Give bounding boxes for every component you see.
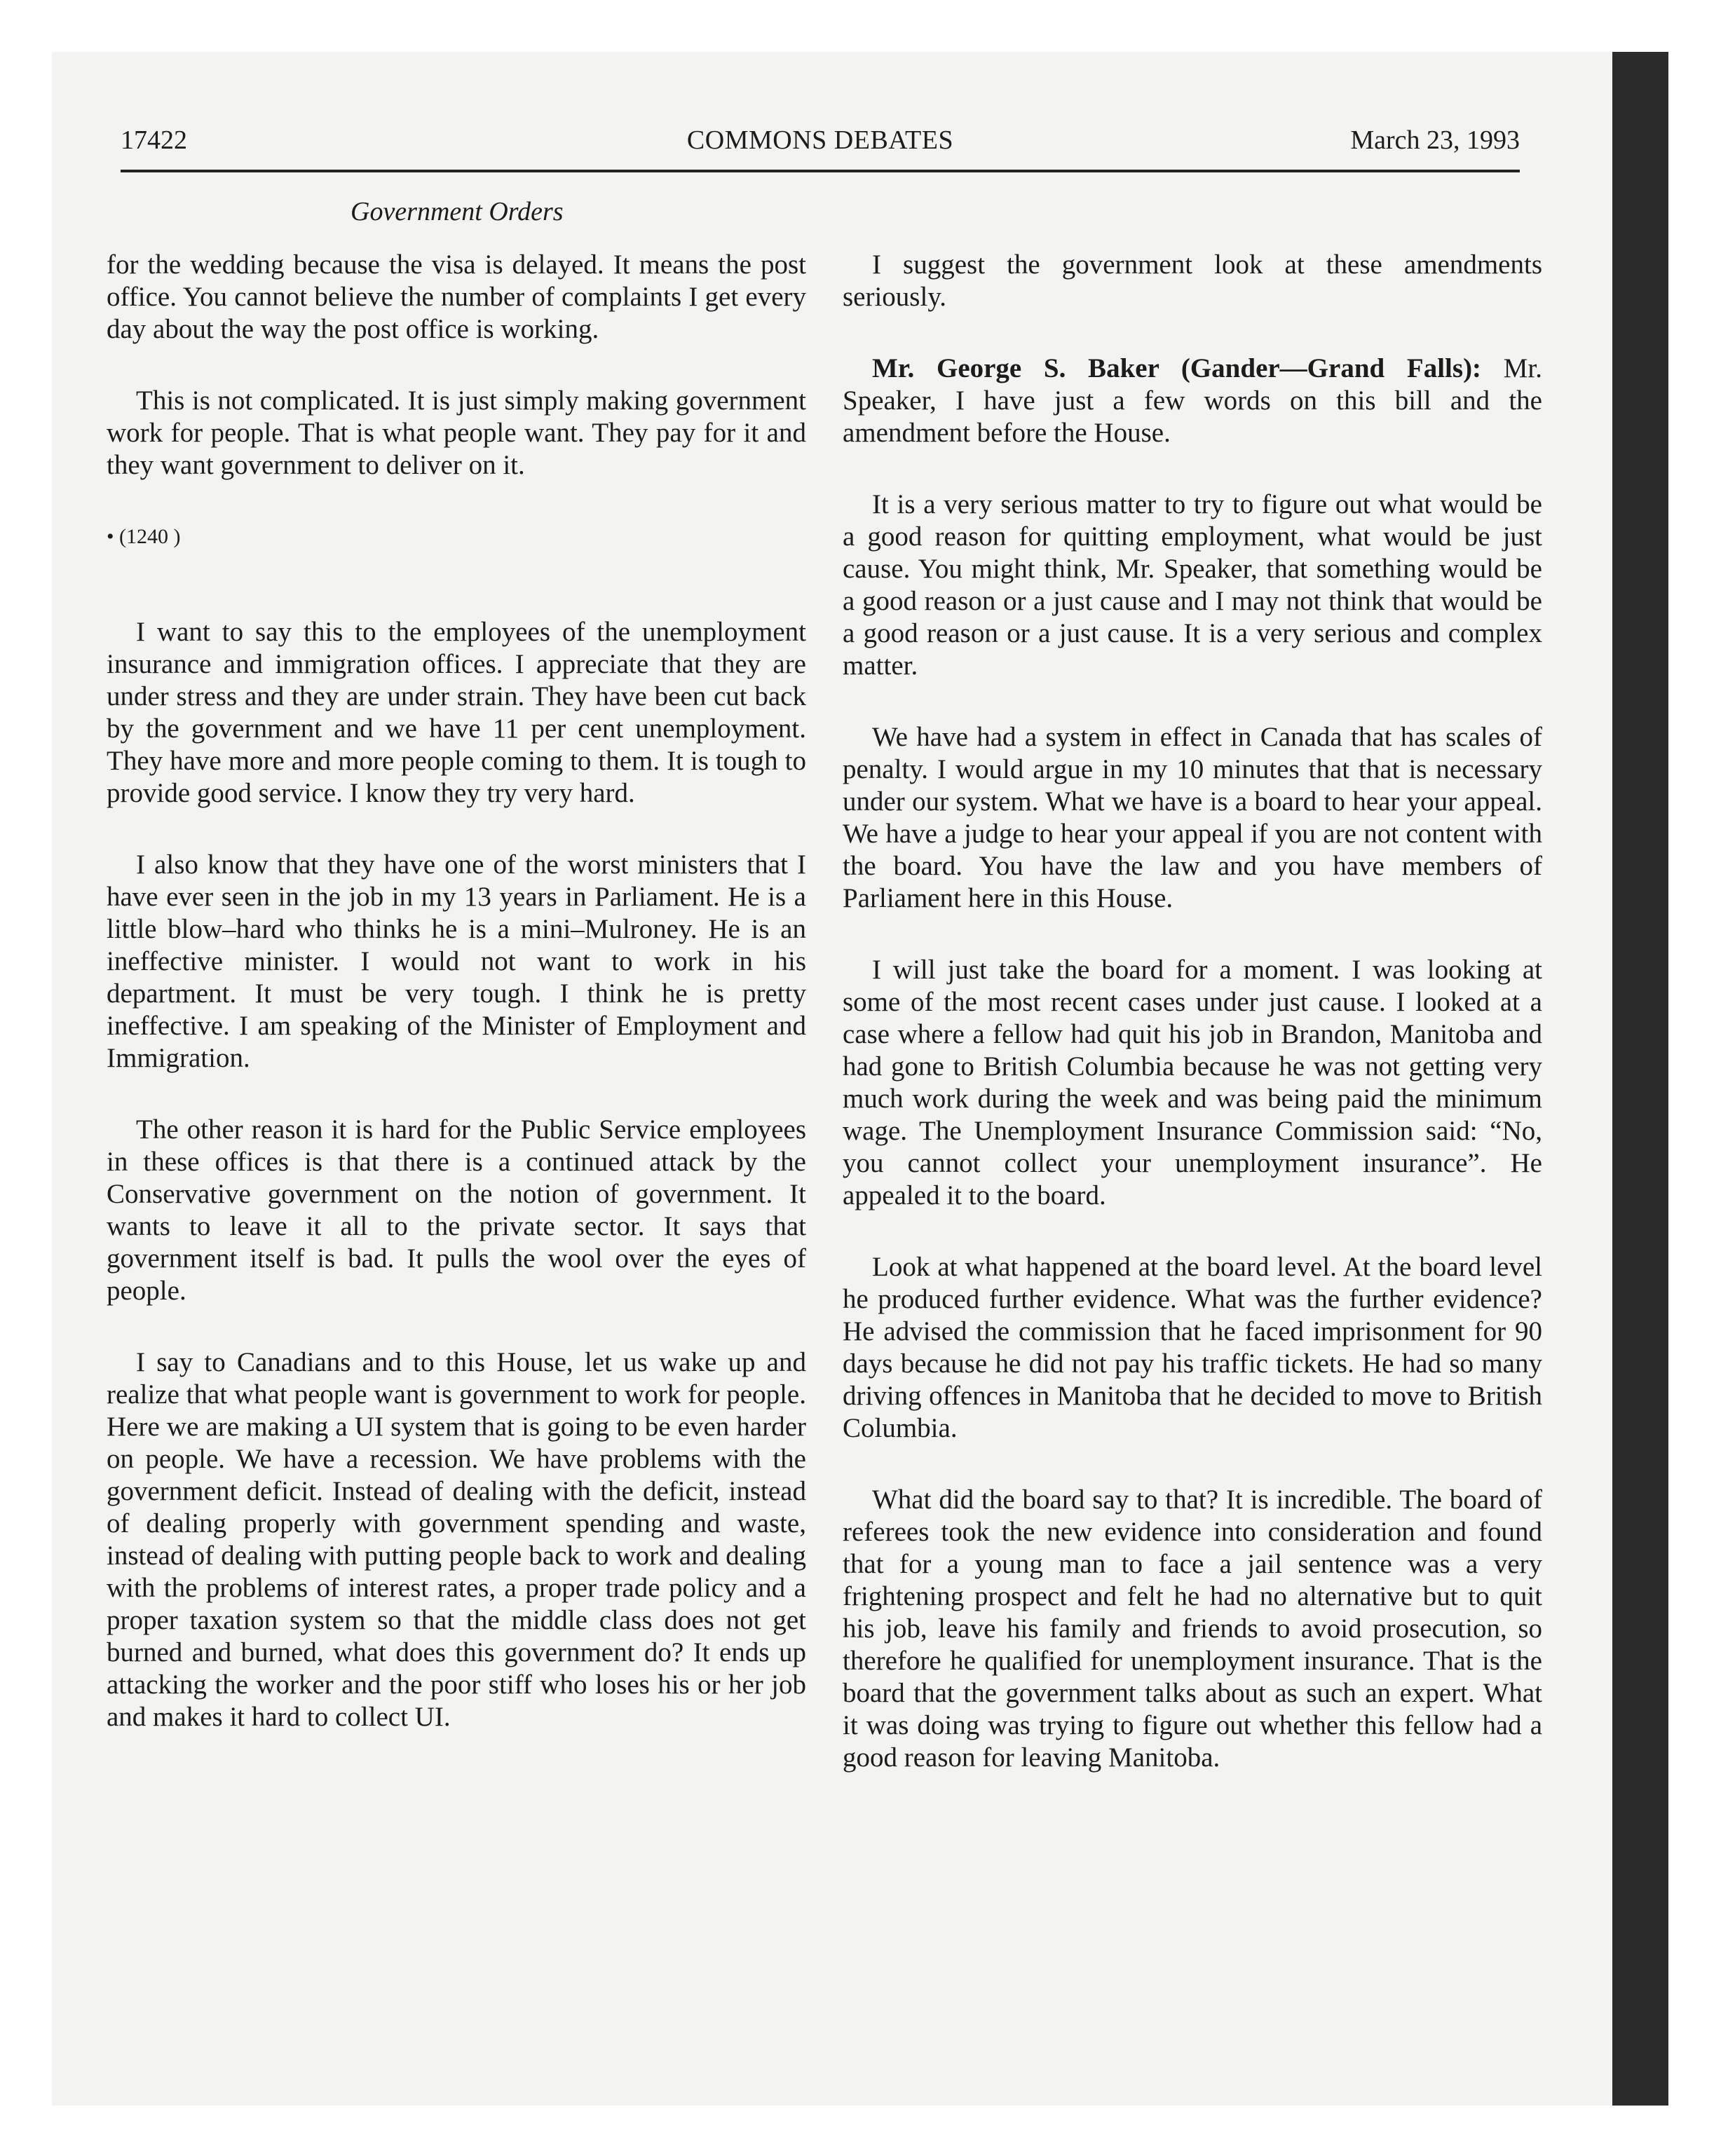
issue-date: March 23, 1993 — [1350, 125, 1520, 155]
page-header — [121, 121, 1520, 172]
paragraph: What did the board say to that? It is incredible. The board of referees took the new evidence into consideration and found that for a young man to face a jail sentence was a very frightening prospect and felt he had no alternative but to quit his job, leave his family and friends to avoid prosecution, so therefore he qualified for unemployment insurance. That is the board that the government talks about as such an expert. What it was doing was trying to figure out whether this fellow had a good reason for leaving Manitoba. — [843, 1485, 1542, 1773]
paragraph: We have had a system in effect in Canada that has scales of penalty. I would argue in my 10 minutes that that is necessary under our system. What we have is a board to hear your appeal. We have a judge to hear your appeal if you are not content with the board. You have the law and you have members of Parliament here in this House. — [843, 722, 1542, 913]
left-column — [107, 249, 806, 1773]
scanner-edge-shadow — [1612, 52, 1668, 2106]
timestamp: • (1240 ) — [107, 525, 181, 548]
section-label: Government Orders — [351, 197, 564, 226]
paragraph: Look at what happened at the board level. At the board level he produced further evidence. What was the further evidence? He advised the commission that he faced imprisonment for 90 days because he did not pay his traffic tickets. He had so many driving offences in Manitoba that he decided to move to British Columbia. — [843, 1252, 1542, 1443]
paragraph: This is not complicated. It is just simply making government work for people. That is what people want. They pay for it and they want government to deliver on it. — [107, 386, 806, 480]
paragraph: I will just take the board for a moment. I was looking at some of the most recent cases under just cause. I looked at a case where a fellow had quit his job in Brandon, Manitoba and had gone to British Columbia because he was not getting very much work during the week and was being paid the minimum wage. The Unemployment Insurance Commission said: “No, you cannot collect your unemployment insurance”. He appealed it to the board. — [843, 955, 1542, 1210]
speaker-paragraph — [843, 353, 1542, 449]
speaker-paragraph-text: Mr. Speaker, I have just a few words on this bill and the amendment before the House. — [843, 353, 1542, 448]
paragraph: for the wedding because the visa is delayed. It means the post office. You cannot believe the number of complaints I get every day about the way the post office is working. — [107, 250, 806, 344]
page-number: 17422 — [121, 125, 187, 155]
paragraph: The other reason it is hard for the Public Service employees in these offices is that there is a continued attack by the Conservative government on the notion of government. It wants to leave it all to the private sector. It says that government itself is bad. It pulls the wool over the eyes of people. — [107, 1114, 806, 1306]
paragraph: I want to say this to the employees of the unemployment insurance and immigration offices. I appreciate that they are under stress and they are under strain. They have been cut back by the government and we have 11 per cent unemployment. They have more and more people coming to them. It is tough to provide good service. I know they try very hard. — [107, 617, 806, 808]
speaker-name: Mr. George S. Baker (Gander—Grand Falls): — [872, 353, 1482, 383]
paragraph: I suggest the government look at these amendments seriously. — [843, 250, 1542, 312]
journal-title: COMMONS DEBATES — [686, 125, 954, 155]
paragraph: I say to Canadians and to this House, let us wake up and realize that what people want is government to work for people. Here we are making a UI system that is going to be even harder on people. We have a recession. We have problems with the government deficit. Instead of dealing with the deficit, instead of dealing properly with government spending and waste, instead of dealing with putting people back to work and dealing with the problems of interest rates, a proper trade policy and a proper taxation system so that the middle class does not get burned and burned, what does this government do? It ends up attacking the worker and the poor stiff who loses his or her job and makes it hard to collect UI. — [107, 1347, 806, 1732]
right-column — [843, 249, 1542, 1813]
paragraph: It is a very serious matter to try to figure out what would be a good reason for quitting employment, what would be just cause. You might think, Mr. Speaker, that something would be a good reason or a just cause and I may not think that would be a good reason or a just cause. It is a very serious and complex matter. — [843, 489, 1542, 681]
paragraph: I also know that they have one of the worst ministers that I have ever seen in the job in my 13 years in Parliament. He is a little blow–hard who thinks he is a mini–Mulroney. He is an ineffective minister. I would not want to work in his department. It must be very tough. I think he is pretty ineffective. I am speaking of the Minister of Employment and Immigration. — [107, 850, 806, 1073]
